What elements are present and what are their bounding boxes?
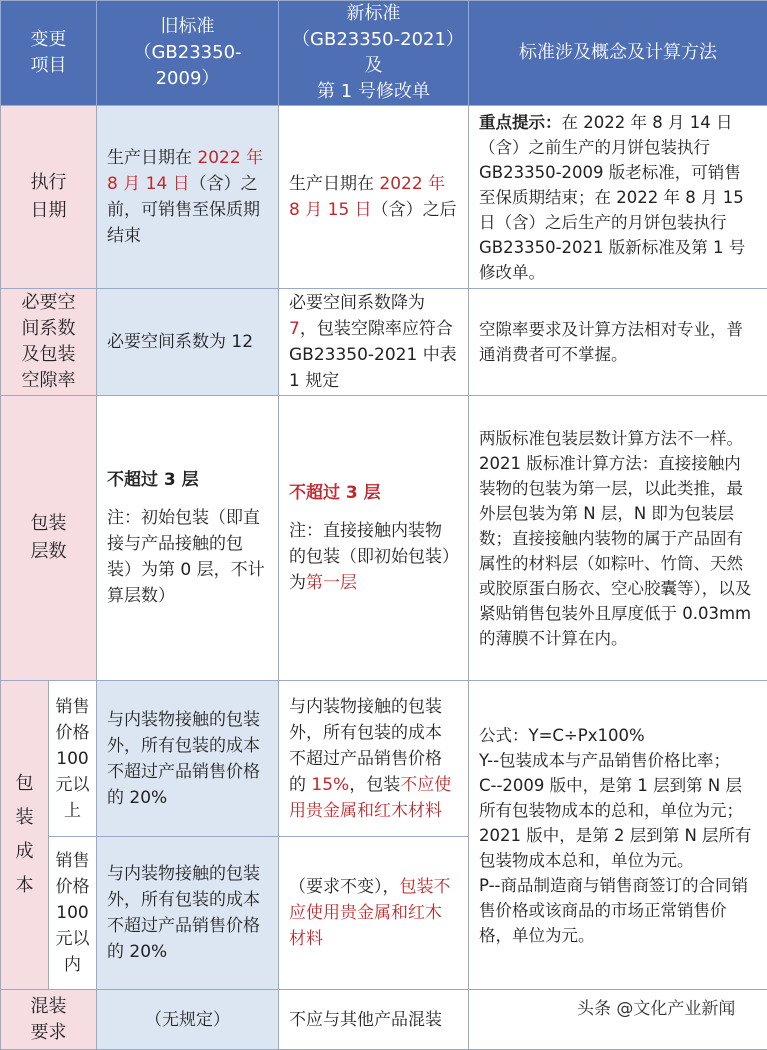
header-line: 第 1 号修改单 — [289, 79, 458, 105]
label-packaging-cost — [1, 681, 49, 990]
label-line: 上 — [51, 798, 94, 824]
label-line: 日期 — [3, 197, 94, 225]
header-line: （GB23350-2021）及 — [289, 27, 458, 79]
key-tip-label: 重点提示： — [479, 113, 562, 132]
new-mixed-packaging: 不应与其他产品混装 — [279, 990, 469, 1050]
label-line: 价格 — [51, 720, 94, 746]
label-line: 价格 — [51, 874, 94, 900]
label-line: 销售 — [51, 848, 94, 874]
text: 生产日期在 — [289, 174, 379, 194]
text: 注：直接接触内装物的包装（即初始包装）为 — [289, 521, 451, 593]
header-line: 变更 — [11, 27, 86, 53]
old-cost-above-100: 与内装物接触的包装外，所有包装的成本不超过产品销售价格的 20% — [97, 681, 279, 837]
label-line: 销售 — [51, 694, 94, 720]
layer-limit: 不超过 3 层 — [107, 467, 268, 493]
highlight-material-rule: 不应使用贵金属和红木材料 — [289, 775, 451, 821]
text: 在 2022 年 8 月 14 日（含）之前生产的月饼包装执行 GB23350-2009 版老标准，可销售至保质期结束；在 2022 年 8 月 15 日（含）之后生产的月饼包装执行 GB23350-2021 版新标准及第 1 号修改单。 — [479, 113, 745, 282]
header-concepts: 标准涉及概念及计算方法 — [469, 1, 767, 106]
new-cost-below-100 — [279, 837, 469, 990]
header-old-standard — [97, 1, 279, 106]
text: （含）之后 — [372, 200, 457, 220]
label-line: 元以 — [51, 926, 94, 952]
old-cost-below-100: 与内装物接触的包装外，所有包装的成本不超过产品销售价格的 20% — [97, 837, 279, 990]
new-space-coefficient — [279, 289, 469, 396]
label-line: 要求 — [3, 1020, 94, 1046]
layer-note: 注：初始包装（即直接与产品接触的包装）为第 0 层，不计算层数） — [107, 505, 268, 609]
row-packaging-layers — [1, 396, 767, 681]
label-line: 内 — [51, 952, 94, 978]
highlight-date: 2022 年 8 月 14 日 — [107, 148, 263, 194]
highlight-first-layer: 第一层 — [306, 573, 357, 593]
label-line: 执行 — [3, 169, 94, 197]
label-line: 间系数 — [3, 316, 94, 342]
highlight-percent: 15% — [311, 775, 349, 795]
row-execution-date — [1, 106, 767, 289]
text: ，包装空隙率应符合 GB23350-2021 中表 1 规定 — [289, 319, 457, 391]
old-mixed-packaging: （无规定） — [97, 990, 279, 1050]
text: 与内装物接触的包装外，所有包装的成本不超过产品销售价格的 — [289, 697, 442, 795]
label-line: 及包装 — [3, 342, 94, 368]
label-line: 层数 — [3, 538, 94, 566]
header-line: （GB23350-2009） — [107, 40, 268, 92]
label-line: 成 — [3, 835, 46, 869]
label-packaging-layers — [1, 396, 97, 681]
label-line: 100 — [51, 900, 94, 926]
label-line: 包 — [3, 767, 46, 801]
label-line: 必要空 — [3, 290, 94, 316]
header-line: 新标准 — [289, 1, 458, 27]
label-line: 空隙率 — [3, 368, 94, 394]
label-line: 元以 — [51, 772, 94, 798]
note-packaging-layers: 两版标准包装层数计算方法不一样。 2021 版标准计算方法：直接接触内装物的包装为第一层，以此类推，最外层包装为第 N 层，N 即为包装层数；直接接触内装物的属于产品固有属性的材料层（如粽叶、竹筒、天然或胶原蛋白肠衣、空心胶囊等），以及紧贴销售包装外且厚度低于 0.03mm 的薄膜不计算在内。 — [469, 396, 767, 681]
new-execution-date — [279, 106, 469, 289]
new-packaging-layers — [279, 396, 469, 681]
label-line: 包装 — [3, 510, 94, 538]
text: 生产日期在 — [107, 148, 197, 168]
text: （要求不变）， — [289, 877, 400, 897]
header-line: 项目 — [11, 53, 86, 79]
label-price-above-100 — [49, 681, 97, 837]
old-packaging-layers — [97, 396, 279, 681]
header-line: 旧标准 — [107, 14, 268, 40]
row-space-coefficient — [1, 289, 767, 396]
label-execution-date — [1, 106, 97, 289]
label-space-coefficient — [1, 289, 97, 396]
label-line: 混装 — [3, 994, 94, 1020]
text: ，包装 — [349, 775, 400, 795]
header-new-standard — [279, 1, 469, 106]
old-space-coefficient: 必要空间系数为 12 — [97, 289, 279, 396]
label-line: 本 — [3, 869, 46, 903]
watermark: 头条 @文化产业新闻 — [571, 992, 741, 1021]
highlight-material-rule: 包装不应使用贵金属和红木材料 — [289, 877, 451, 949]
label-mixed-packaging — [1, 990, 97, 1050]
highlight-date: 2022 年 8 月 15 日 — [289, 174, 445, 220]
text: （含）之前，可销售至保质期结束 — [107, 174, 260, 246]
old-execution-date — [97, 106, 279, 289]
row-cost-above-100 — [1, 681, 767, 837]
header-row — [1, 1, 767, 106]
highlight-value: 7 — [289, 319, 300, 339]
new-cost-above-100 — [279, 681, 469, 837]
note-space-coefficient: 空隙率要求及计算方法相对专业，普通消费者可不掌握。 — [469, 289, 767, 396]
note-packaging-cost: 公式：Y=C÷Px100% Y--包装成本与产品销售价格比率； C--2009 版中，是第 1 层到第 N 层所有包装物成本的总和，单位为元；2021 版中，是第 2 层到第 N 层所有包装物成本总和，单位为元。 P--商品制造商与销售商签订的合同销售价格或该商品的市场正常销售价格，单位为元。 — [469, 681, 767, 990]
label-price-below-100 — [49, 837, 97, 990]
header-change-item — [1, 1, 97, 106]
label-line: 装 — [3, 801, 46, 835]
text: 必要空间系数降为 — [289, 293, 425, 313]
layer-limit: 不超过 3 层 — [289, 480, 458, 506]
note-execution-date — [469, 106, 767, 289]
layer-note — [289, 518, 458, 596]
label-line: 100 — [51, 746, 94, 772]
